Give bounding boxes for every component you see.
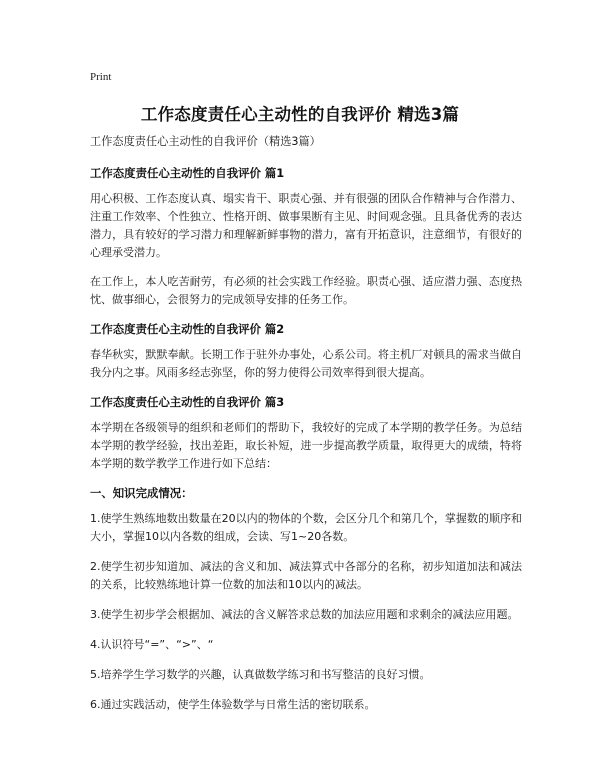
document-body xyxy=(90,133,522,726)
section-heading: 工作态度责任心主动性的自我评价 篇1 xyxy=(90,166,285,180)
list-item: 2.使学生初步知道加、减法的含义和加、减法算式中各部分的名称，初步知道加法和减法的关系，比较熟练地计算一位数的加法和10以内的减法。 xyxy=(90,560,522,591)
section-heading: 一、知识完成情况： xyxy=(90,486,193,500)
section-3 xyxy=(90,393,522,473)
paragraph: 在工作上，本人吃苦耐劳，有必须的社会实践工作经验。职责心强、适应潜力强、态度热忱、做事细心，会很努力的完成领导安排的任务工作。 xyxy=(90,275,522,306)
document-title: 工作态度责任心主动性的自我评价 精选3篇 xyxy=(140,105,460,124)
section-2 xyxy=(90,320,522,382)
list-item: 5.培养学生学习数学的兴趣，认真做数学练习和书写整洁的良好习惯。 xyxy=(90,668,431,681)
paragraph: 春华秋实，默默奉献。长期工作于驻外办事处，心系公司。将主机厂对顿具的需求当做自我分内之事。风雨多经志弥坚，你的努力使得公司效率得到很大提高。 xyxy=(90,348,522,379)
section-heading: 工作态度责任心主动性的自我评价 篇2 xyxy=(90,322,285,336)
section-1 xyxy=(90,164,522,309)
paragraph: 本学期在各级领导的组织和老师们的帮助下，我较好的完成了本学期的教学任务。为总结本学期的教学经验，找出差距，取长补短，进一步提高教学质量，取得更大的成绩，特将本学期的数学教学工作进行如下总结： xyxy=(90,421,522,470)
list-item: 6.通过实践活动，使学生体验数学与日常生活的密切联系。 xyxy=(90,698,376,711)
section-heading: 工作态度责任心主动性的自我评价 篇3 xyxy=(90,395,285,409)
list-item: 1.使学生熟练地数出数量在20以内的物体的个数，会区分几个和第几个，掌握数的顺序和大小，掌握10以内各数的组成，会读、写1~20各数。 xyxy=(90,512,522,543)
paragraph: 用心积极、工作态度认真、塌实肯干、职责心强、并有很强的团队合作精神与合作潜力、注重工作效率、个性独立、性格开朗、做事果断有主见、时间观念强。且具备优秀的表达潜力，具有较好的学习潜力和理解新鲜事物的潜力，富有开拓意识，注意细节，有很好的心理承受潜力。 xyxy=(90,192,522,259)
list-item: 4.认识符号“=”、“>”、“ xyxy=(90,638,214,651)
list-item: 3.使学生初步学会根据加、减法的含义解答求总数的加法应用题和求剩余的减法应用题。 xyxy=(90,608,519,621)
section-knowledge xyxy=(90,484,522,714)
print-label: Print xyxy=(90,71,112,83)
document-subtitle: 工作态度责任心主动性的自我评价（精选3篇） xyxy=(90,135,321,148)
